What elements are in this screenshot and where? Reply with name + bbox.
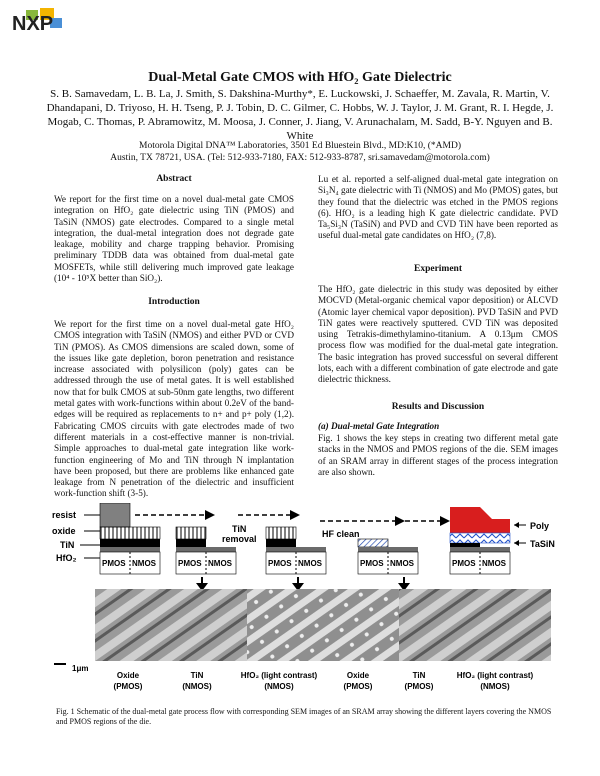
svg-text:(PMOS): (PMOS) <box>404 682 434 691</box>
affiliation-line-1: Motorola Digital DNA™ Laboratories, 3501 Ed Bluestein Blvd., MD:K10, (*AMD) <box>139 141 461 151</box>
figure-caption: Fig. 1 Schematic of the dual-metal gate process flow with corresponding SEM images of an SRAM array showing the different layers covering the NMOS and PMOS regions of the die. <box>56 707 552 726</box>
sem-image-3 <box>399 589 551 661</box>
nxp-logo <box>10 8 66 34</box>
svg-text:(NMOS): (NMOS) <box>480 682 510 691</box>
svg-text:TiN: TiN <box>190 671 204 680</box>
sem-image-2 <box>247 589 399 661</box>
results-heading: Results and Discussion <box>391 402 485 412</box>
svg-text:HfO₂ (light contrast): HfO₂ (light contrast) <box>456 671 534 680</box>
experiment-text: The HfO₂ gate dielectric in this study was deposited by either MOCVD (Metal-organic chemical vapor deposition) or ALCVD (Atomic layer chemical vapor deposition). PVD TaSiN and PVD TiN gates were reactively sputtered. CVD TiN was deposited using Tetrakis-dimethylamino-titanium. A 0.13μm CMOS process flow was modified for the dual-metal gate integration. The basic integration has proved successful on several different lots, each with a different combination of gate electrode and gate dielectric thickness. <box>318 284 558 385</box>
label-tasin: TaSiN <box>530 539 555 549</box>
svg-text:(PMOS): (PMOS) <box>343 682 373 691</box>
label-tin-removal-2: removal <box>222 534 257 544</box>
experiment-heading: Experiment <box>413 264 463 274</box>
abstract-heading: Abstract <box>156 174 192 184</box>
svg-text:Oxide: Oxide <box>346 671 370 680</box>
scale-bar-label: 1μm <box>72 664 89 673</box>
panel-4 <box>358 539 418 574</box>
svg-text:Oxide: Oxide <box>116 671 140 680</box>
p3-nmos: NMOS <box>298 559 322 568</box>
svg-text:TiN: TiN <box>412 671 426 680</box>
abstract-text: We report for the first time on a novel dual-metal gate CMOS integration on HfO₂ gate dielectric using TiN (PMOS) and TaSiN (NMOS) gate electrodes. Compared to a single metal integration, the dual-metal integration does not degrade gate leakage, mobility and charge trapping behavior. Promising preliminary TDDB data was obtained from dual-metal gate MOSFETs, while still delivering much improved gate leakage (10⁴ - 10⁵X better than SiO₂). <box>54 194 294 284</box>
paper-title: Dual-Metal Gate CMOS with HfO₂ Gate Dielectric <box>148 70 452 85</box>
label-tin-removal-1: TiN <box>232 524 247 534</box>
results-subheading: (a) Dual-metal Gate Integration <box>318 421 440 431</box>
process-flow-figure <box>0 503 600 703</box>
introduction-heading: Introduction <box>148 297 200 307</box>
svg-text:(PMOS): (PMOS) <box>113 682 143 691</box>
label-hf-clean: HF clean <box>322 529 360 539</box>
affiliation <box>40 140 560 164</box>
results-text: Fig. 1 shows the key steps in creating two different metal gate stacks in the NMOS and PMOS regions of the die. SEM images of an SRAM array in different stages of the process integration are also shown. <box>318 433 558 477</box>
sem-image-1 <box>95 589 247 661</box>
p3-pmos: PMOS <box>268 559 292 568</box>
p1-pmos: PMOS <box>102 559 126 568</box>
svg-text:(NMOS): (NMOS) <box>182 682 212 691</box>
introduction-text: We report for the first time on a novel dual-metal gate HfO₂ CMOS integration with TaSiN (NMOS) and either PVD or CVD TiN (PMOS). As CMOS dimensions are scaled down, some of the issues like gate depletion, boron penetration and resistance increase associated with polysilicon (poly) gates can be addressed through the use of metal gates. It is well established now that for bulk CMOS at sub-50nm gate lengths, two different metal gates with work-functions within about 0.2eV of the band-edges will be required as replacements to n+ and p+ poly (1,2). Fabricating CMOS circuits with gate electrodes made of two different materials in a cost-effective manner is non-trivial. Simple approaches to dual-metal gate integration like work-function engineering of Mo and TiN through N implantation have been proposed, but there are problems like enhanced gate leakage from N penetration of the dielectric and insufficient work-function shift (3-5). <box>54 319 294 499</box>
right-intro-text: Lu et al. reported a self-aligned dual-metal gate integration on Si₃N₄ gate dielectric with Ti (NMOS) and Mo (PMOS) gates, but they found that the dielectric was etched in the PMOS regions (6). HfO₂ is a leading high K gate dielectric candidate. PVD Ta₅Si₃N (TaSiN) and PVD and CVD TiN have been reported as useful dual-metal gate candidates on HfO₂ (7,8). <box>318 174 558 241</box>
label-resist: resist <box>52 510 77 520</box>
p1-nmos: NMOS <box>132 559 156 568</box>
label-oxide: oxide <box>52 526 76 536</box>
p2-nmos: NMOS <box>208 559 232 568</box>
svg-text:HfO₂ (light contrast): HfO₂ (light contrast) <box>240 671 318 680</box>
label-tin: TiN <box>60 540 75 550</box>
affiliation-line-2: Austin, TX 78721, USA. (Tel: 512-933-7180, FAX: 512-933-8787, sri.samavedam@motorola.com) <box>110 153 490 163</box>
label-poly: Poly <box>530 521 550 531</box>
p5-nmos: NMOS <box>482 559 506 568</box>
p4-nmos: NMOS <box>390 559 414 568</box>
p2-pmos: PMOS <box>178 559 202 568</box>
label-hfo2: HfO₂ <box>56 553 77 563</box>
svg-text:(NMOS): (NMOS) <box>264 682 294 691</box>
p4-pmos: PMOS <box>360 559 384 568</box>
p5-pmos: PMOS <box>452 559 476 568</box>
logo-text: NXP <box>12 13 54 34</box>
author-list: S. B. Samavedam, L. B. La, J. Smith, S. Dakshina-Murthy*, E. Luckowski, J. Schaeffer, M. Zavala, R. Martin, V. Dhandapani, D. Triyoso, H. H. Tseng, P. J. Tobin, D. C. Gilmer, C. Hobbs, W. J. Taylor, J. M. Grant, R. I. Hegde, J. Mogab, C. Thomas, P. Abramowitz, M. Moosa, J. Conner, J. Jiang, V. Arunachalam, M. Sadd, B-Y. Nguyen and B. White <box>46 88 554 142</box>
